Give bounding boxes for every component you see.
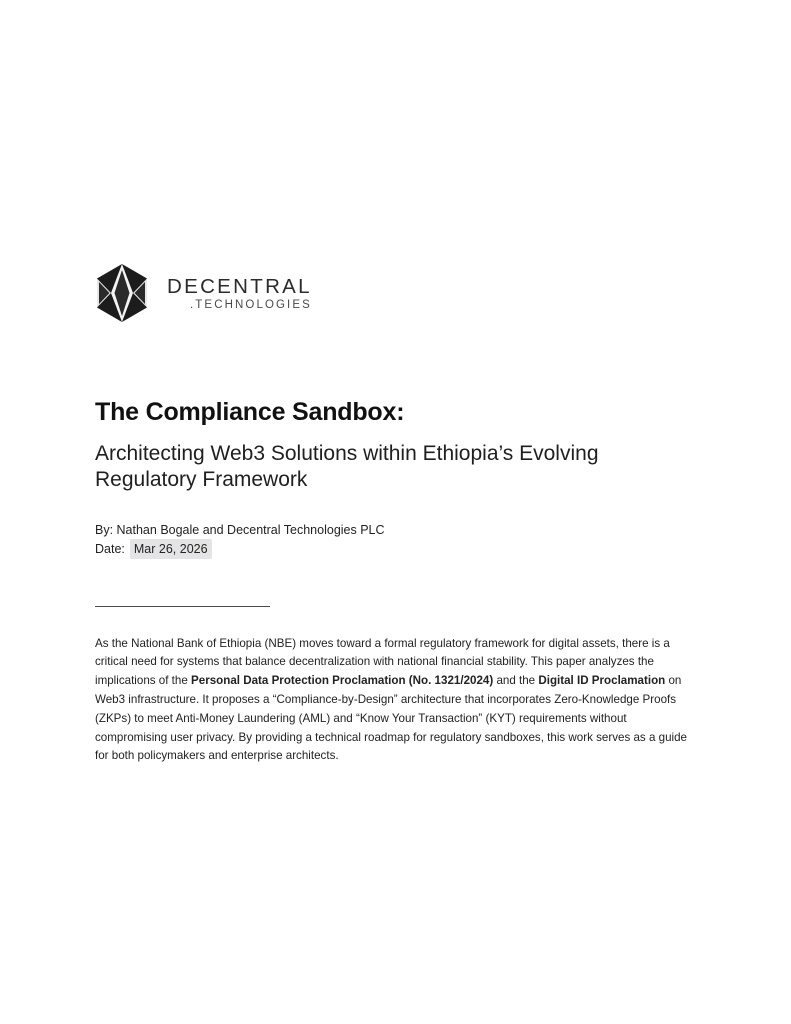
abstract-paragraph bbox=[95, 635, 692, 766]
byline bbox=[95, 521, 385, 559]
abstract-part-2: and the bbox=[493, 674, 539, 688]
page-subtitle: Architecting Web3 Solutions within Ethiopia’s Evolving Regulatory Framework bbox=[95, 442, 599, 492]
abstract-bold-2: Digital ID Proclamation bbox=[538, 674, 666, 688]
brand-logo-text bbox=[167, 275, 312, 312]
abstract-part-3: on Web3 infrastructure. It proposes a “Compliance-by-Design” architecture that incorporates Zero-Knowledge Proofs (ZKPs) to meet Anti-Money Laundering (AML) and “Know Your Transaction” (KYT) requirements without compromising user privacy. By providing a technical roadmap for regulatory sandboxes, this work serves as a guide for both policymakers and enterprise architects. bbox=[95, 674, 687, 763]
section-divider bbox=[95, 606, 270, 607]
date-label: Date: bbox=[95, 542, 125, 557]
date-row bbox=[95, 539, 385, 559]
date-value: Mar 26, 2026 bbox=[130, 539, 212, 559]
brand-name: DECENTRAL bbox=[167, 274, 312, 298]
page-title: The Compliance Sandbox: bbox=[95, 398, 405, 426]
decentral-hexagon-logo-icon bbox=[91, 262, 153, 324]
brand-logo bbox=[91, 262, 312, 324]
author-line: By: Nathan Bogale and Decentral Technologies PLC bbox=[95, 523, 385, 537]
brand-tagline: .TECHNOLOGIES bbox=[190, 299, 312, 311]
abstract-bold-1: Personal Data Protection Proclamation (No. 1321/2024) bbox=[191, 674, 494, 688]
abstract-part-1: As the National Bank of Ethiopia (NBE) moves toward a formal regulatory framework for digital assets, there is a critical need for systems that balance decentralization with national financial stability. This paper analyzes the implications of the bbox=[95, 636, 670, 688]
